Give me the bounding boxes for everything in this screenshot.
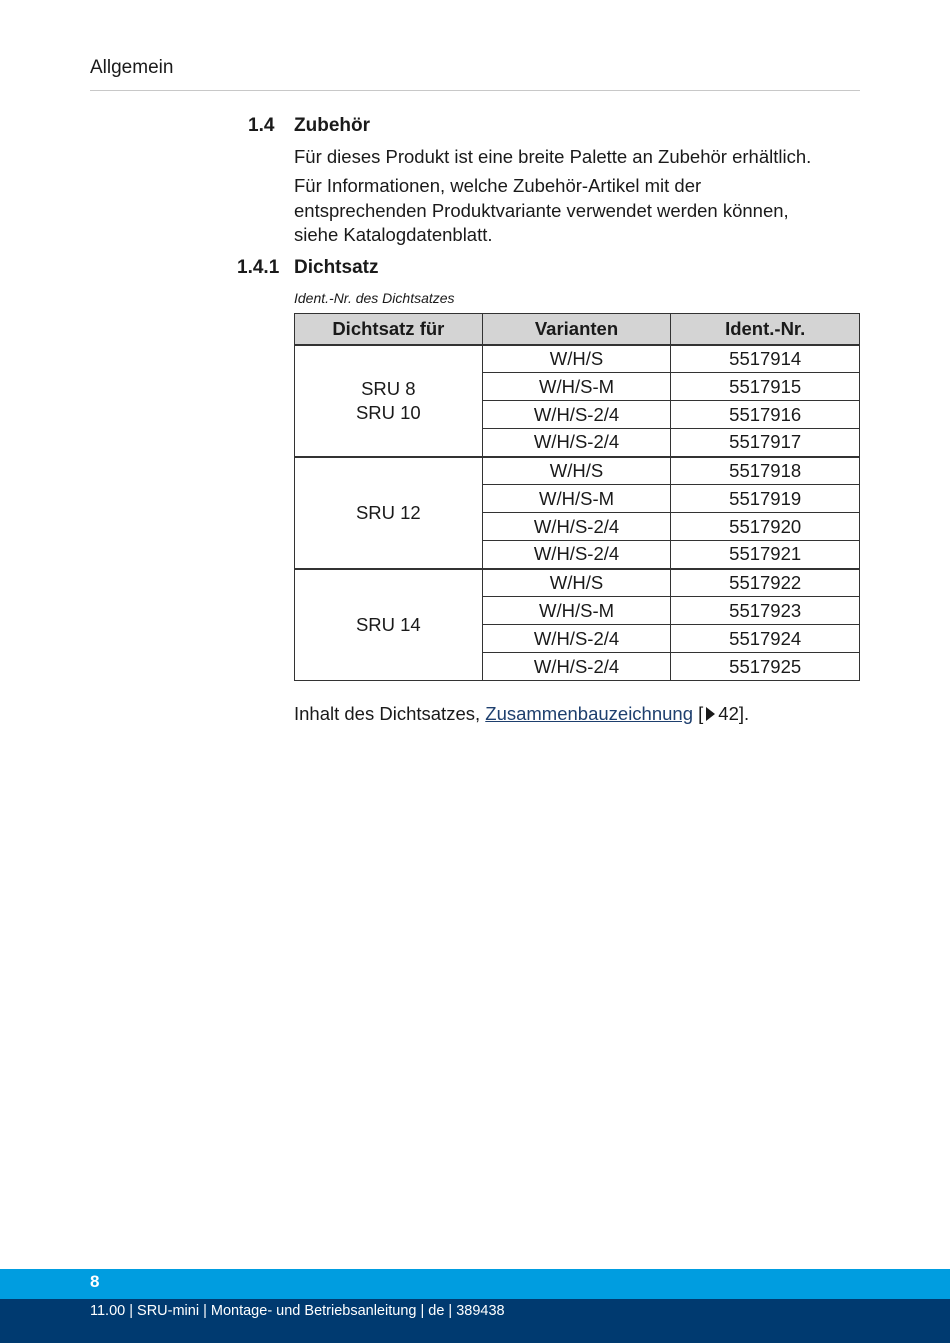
variant-cell: W/H/S — [482, 569, 671, 597]
reference-page-number[interactable]: 42 — [718, 703, 739, 724]
reference-line — [294, 703, 749, 725]
reference-open-bracket: [ — [693, 703, 704, 724]
group-label-line: SRU 12 — [355, 501, 421, 523]
section-paragraph-1: Für dieses Produkt ist eine breite Palette an Zubehör erhältlich. — [294, 146, 812, 167]
subsection-number: 1.4.1 — [237, 257, 280, 278]
variant-cell: W/H/S — [482, 345, 671, 373]
group-label-cell — [295, 345, 483, 457]
variant-cell: W/H/S — [482, 457, 671, 485]
table-caption: Ident.-Nr. des Dichtsatzes — [294, 290, 455, 306]
variant-cell: W/H/S-2/4 — [482, 541, 671, 569]
page-reference-arrow-icon — [706, 707, 715, 721]
paragraph-line: siehe Katalogdatenblatt. — [294, 224, 493, 245]
ident-cell: 5517922 — [671, 569, 860, 597]
seal-kit-table — [294, 313, 860, 681]
group-label-line: SRU 10 — [355, 401, 421, 423]
ident-cell: 5517917 — [671, 429, 860, 457]
variant-cell: W/H/S-M — [482, 485, 671, 513]
footer-info-bar — [0, 1299, 950, 1343]
assembly-drawing-link[interactable]: Zusammenbauzeichnung — [485, 703, 694, 724]
paragraph-line: Für Informationen, welche Zubehör-Artikel mit der — [294, 175, 702, 196]
header-cell-varianten: Varianten — [482, 314, 671, 345]
group-label-cell — [295, 457, 483, 569]
variant-cell: W/H/S-M — [482, 597, 671, 625]
section-paragraph-2 — [294, 174, 860, 248]
header-cell-dichtsatz: Dichtsatz für — [295, 314, 483, 345]
page-number: 8 — [90, 1272, 100, 1291]
paragraph-line: entsprechenden Produktvariante verwendet werden können, — [294, 199, 789, 221]
table-header-row — [295, 314, 860, 345]
ident-cell: 5517915 — [671, 373, 860, 401]
footer-document-info: 11.00 | SRU-mini | Montage- und Betriebsanleitung | de | 389438 — [90, 1303, 505, 1319]
table-row — [295, 457, 860, 485]
table-row — [295, 345, 860, 373]
ident-cell: 5517925 — [671, 653, 860, 681]
footer-page-bar — [0, 1269, 950, 1299]
subsection-title: Dichtsatz — [294, 257, 379, 278]
reference-suffix: ]. — [738, 703, 750, 724]
ident-cell: 5517923 — [671, 597, 860, 625]
header-cell-ident: Ident.-Nr. — [671, 314, 860, 345]
ident-cell: 5517921 — [671, 541, 860, 569]
reference-prefix: Inhalt des Dichtsatzes, — [294, 703, 486, 724]
group-label-line: SRU 8 — [361, 377, 416, 399]
ident-cell: 5517916 — [671, 401, 860, 429]
ident-cell: 5517919 — [671, 485, 860, 513]
group-label-cell — [295, 569, 483, 681]
ident-cell: 5517920 — [671, 513, 860, 541]
variant-cell: W/H/S-2/4 — [482, 429, 671, 457]
ident-cell: 5517914 — [671, 345, 860, 373]
running-header-title: Allgemein — [90, 57, 174, 78]
variant-cell: W/H/S-M — [482, 373, 671, 401]
ident-cell: 5517924 — [671, 625, 860, 653]
variant-cell: W/H/S-2/4 — [482, 513, 671, 541]
variant-cell: W/H/S-2/4 — [482, 653, 671, 681]
table-row — [295, 569, 860, 597]
variant-cell: W/H/S-2/4 — [482, 401, 671, 429]
ident-cell: 5517918 — [671, 457, 860, 485]
section-title: Zubehör — [294, 115, 370, 136]
header-divider — [90, 90, 860, 91]
group-label-line: SRU 14 — [355, 613, 421, 635]
section-number: 1.4 — [248, 115, 275, 136]
variant-cell: W/H/S-2/4 — [482, 625, 671, 653]
